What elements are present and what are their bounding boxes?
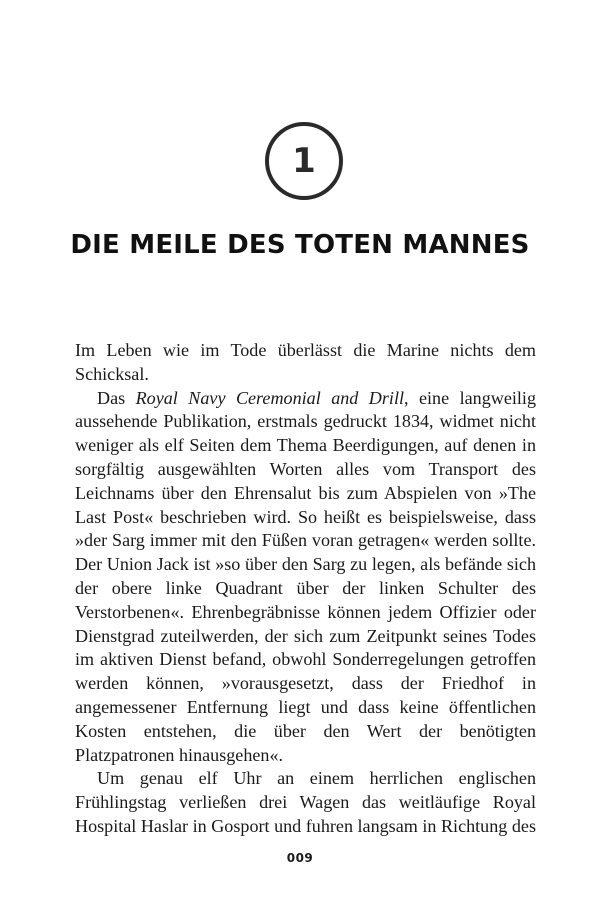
- chapter-title: DIE MEILE DES TOTEN MANNES: [70, 230, 530, 260]
- chapter-number-circle: [265, 122, 343, 200]
- book-title: Royal Navy Ceremonial and Drill: [135, 387, 404, 408]
- page-number: 009: [286, 851, 314, 865]
- body-text: [75, 339, 536, 839]
- paragraph: Im Leben wie im Tode überlässt die Marine nichts dem Schicksal.: [75, 340, 536, 384]
- chapter-number: 1: [292, 141, 316, 181]
- text-run: , eine langweilig aussehende Publikation, erstmals gedruckt 1834, widmet nicht weniger als elf Seiten dem Thema Beerdigungen, auf denen in sorgfältig ausgewählten Worten alles vom Transport des Leichnams über den Ehrensalut bis zum Abspielen von »The Last Post« beschrieben wird. So heißt es beispielsweise, dass »der Sarg immer mit den Füßen voran getragen« werden sollte. Der Union Jack ist »so über den Sarg zu legen, als befände sich der obere linke Quadrant über der linken Schulter des Verstorbenen«. Ehrenbegräbnisse können jedem Offizier oder Dienstgrad zuteilwerden, der sich zum Zeitpunkt seines Todes im aktiven Dienst befand, obwohl Sonderregelungen getroffen werden können, »vorausgesetzt, dass der Friedhof in angemessener Entfernung liegt und dass keine öffentlichen Kosten entstehen, die über den Wert der benötigten Platzpatronen hinausgehen«.: [75, 387, 536, 765]
- paragraph: [75, 387, 536, 768]
- text-run: Das: [97, 387, 136, 408]
- paragraph: Um genau elf Uhr an einem herrlichen englischen Frühlingstag verließen drei Wagen das weitläufige Royal Hospital Haslar in Gosport und fuhren langsam in Richtung des: [75, 768, 536, 836]
